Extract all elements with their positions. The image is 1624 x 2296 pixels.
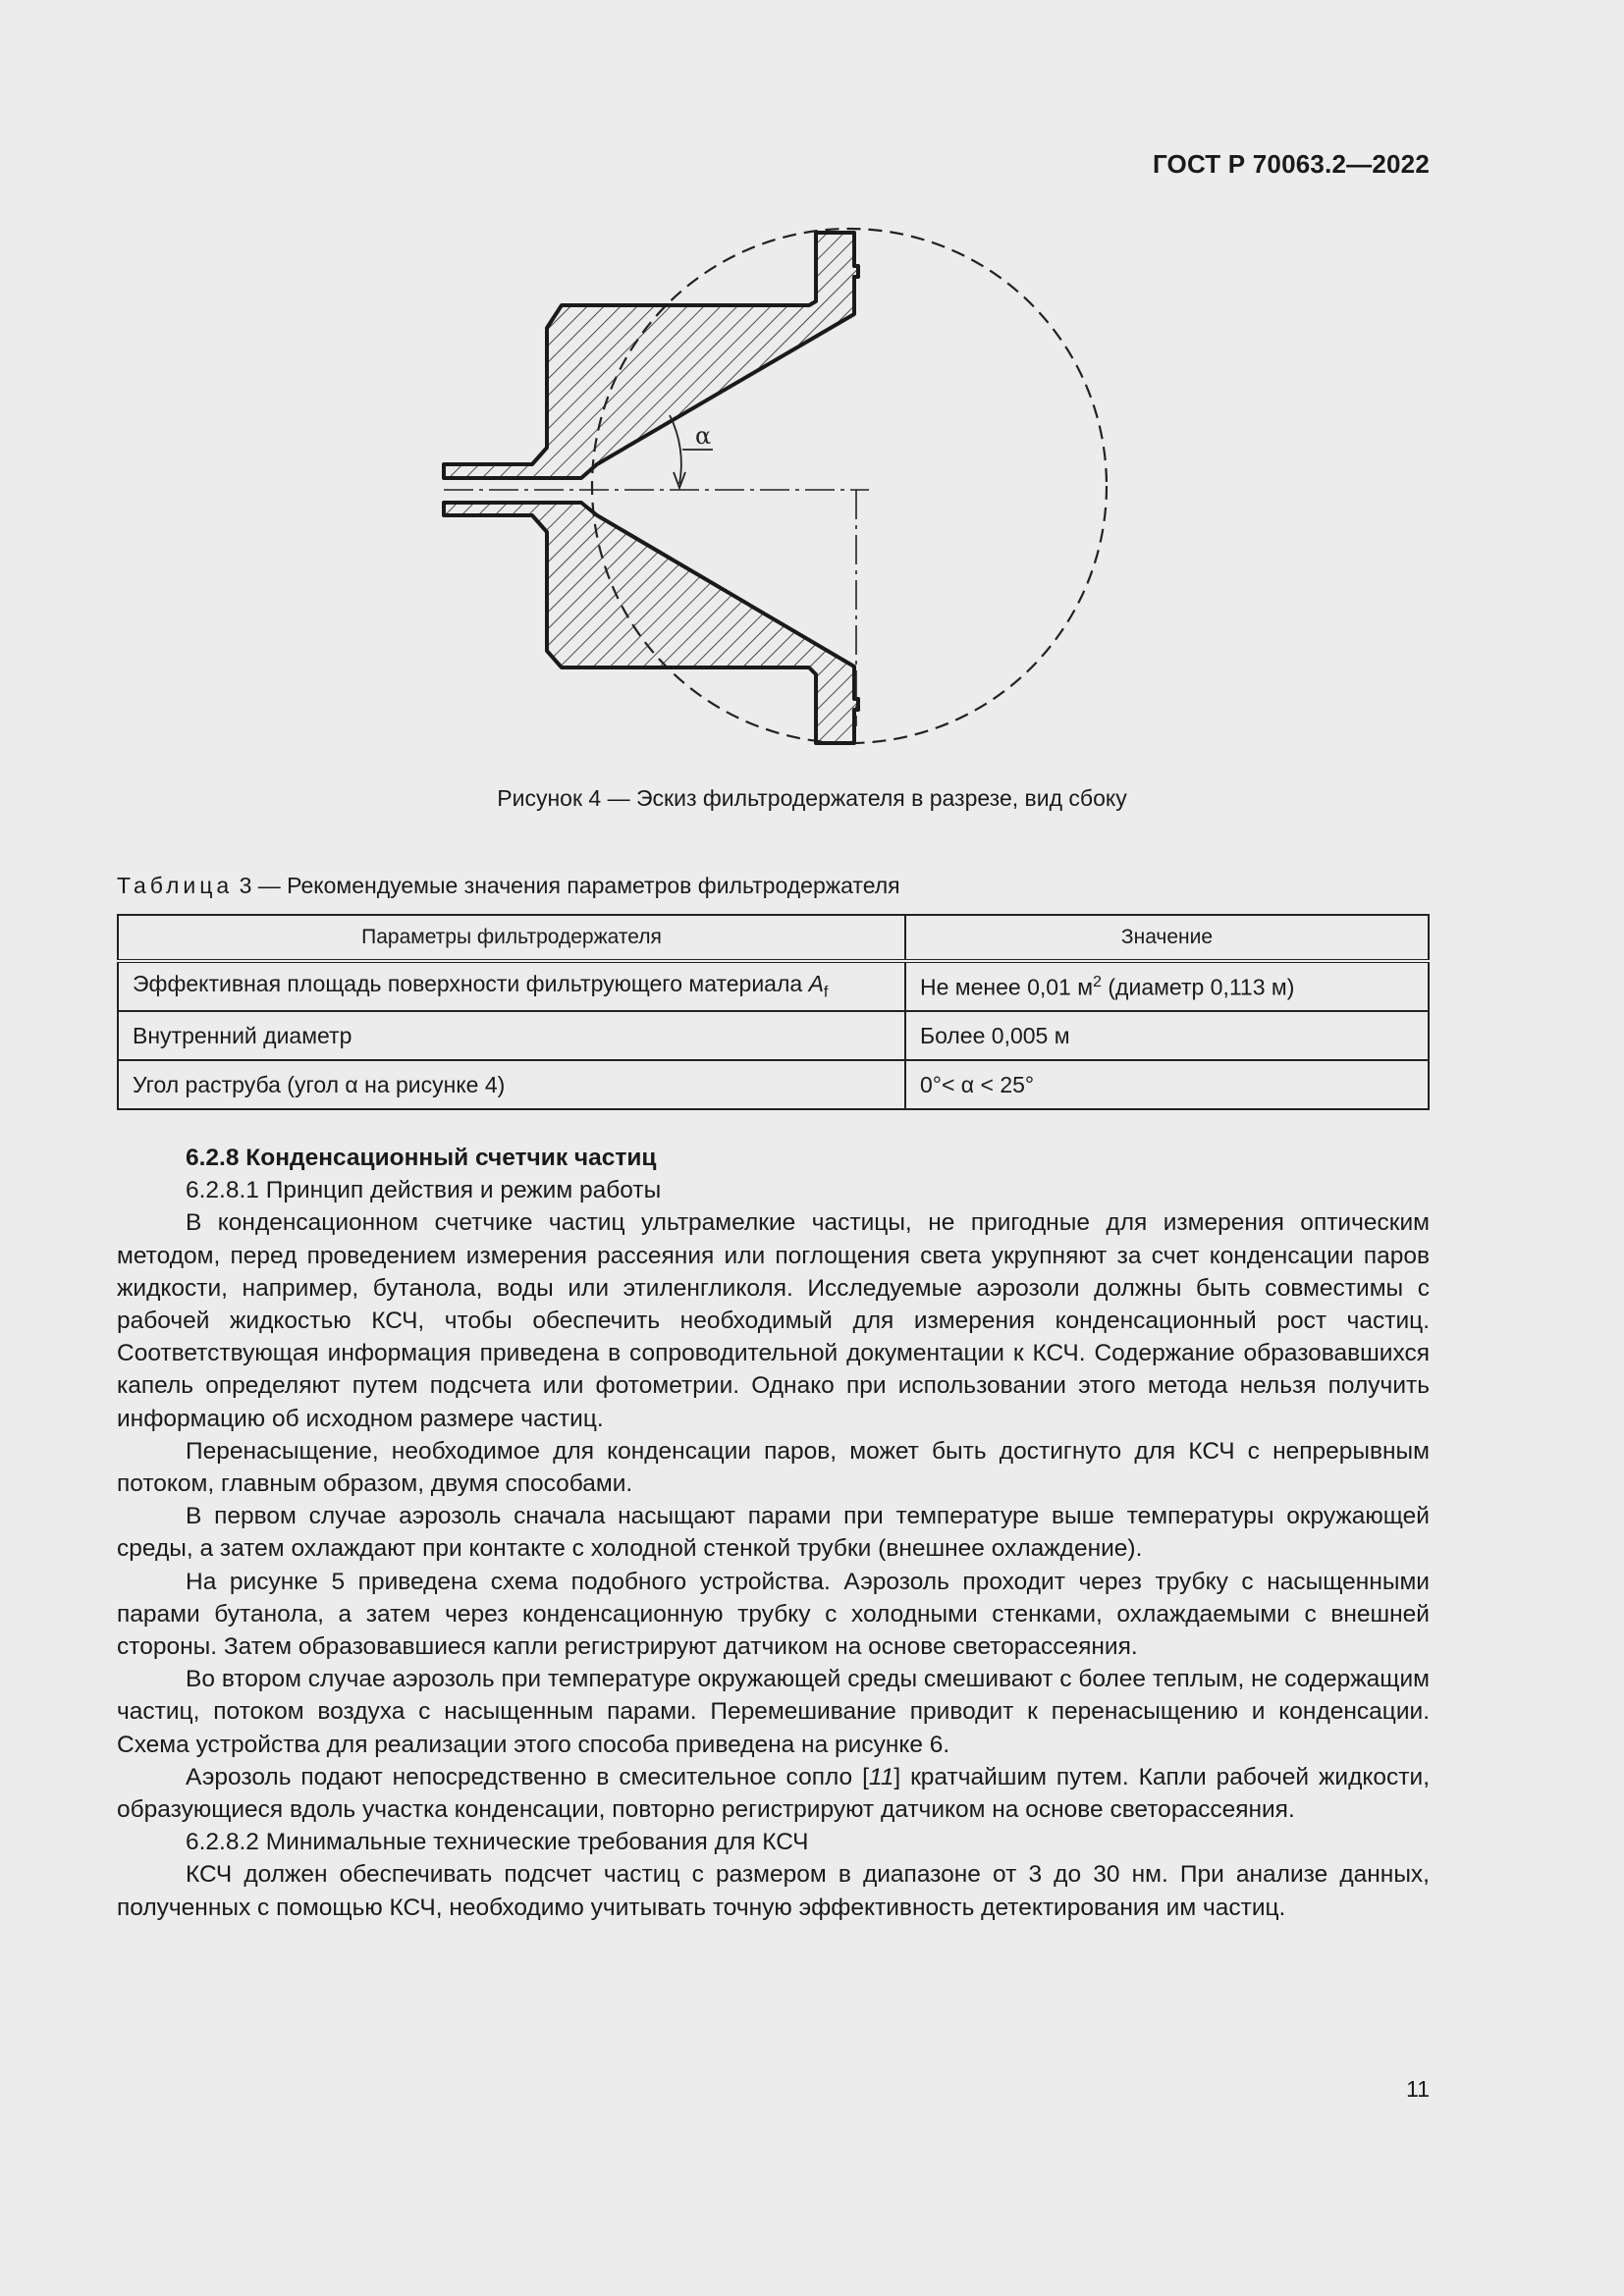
- body-text: [117, 1142, 1430, 1924]
- paragraph: В первом случае аэрозоль сначала насыщают парами при температуре выше температуры окружающей среды, а затем охлаждают при контакте с холодной стенкой трубки (внешнее охлаждение).: [117, 1503, 1430, 1563]
- column-header-value: Значение: [905, 915, 1429, 961]
- table-cell-value: Более 0,005 м: [905, 1011, 1429, 1060]
- angle-arc: [670, 415, 681, 484]
- paragraph: КСЧ должен обеспечивать подсчет частиц с размером в диапазоне от 3 до 30 нм. При анализе данных, полученных с помощью КСЧ, необходимо учитывать точную эффективность детектирования им частиц.: [117, 1861, 1430, 1921]
- filter-holder-drawing: [422, 221, 1129, 761]
- section-heading: 6.2.8 Конденсационный счетчик частиц: [186, 1145, 657, 1171]
- table-row: [118, 1060, 1429, 1109]
- paragraph: Перенасыщение, необходимое для конденсации паров, может быть достигнуто для КСЧ с непрерывным потоком, главным образом, двумя способами.: [117, 1437, 1430, 1498]
- subsection-title: 6.2.8.1 Принцип действия и режим работы: [186, 1177, 662, 1204]
- paragraph: Аэрозоль подают непосредственно в смесительное сопло [11] кратчайшим путем. Капли рабочей жидкости, образующиеся вдоль участка конденсации, повторно регистрируют датчиком на основе светорассеяния.: [117, 1763, 1430, 1824]
- table-row: [118, 961, 1429, 1011]
- parameters-table: [117, 914, 1430, 1110]
- holder-lower-section: [444, 503, 858, 743]
- holder-upper-section: [444, 233, 858, 478]
- angle-label: α: [695, 422, 712, 450]
- page-number: 11: [1406, 2076, 1430, 2102]
- table-caption-label: Таблица: [117, 873, 234, 898]
- table-caption: [117, 873, 900, 899]
- paragraph: Во втором случае аэрозоль при температуре окружающей среды смешивают с более теплым, не содержащим частиц, потоком воздуха с насыщенным парами. Перемешивание приводит к перенасыщению и конденсации. Схема устройства для реализации этого способа приведена на рисунке 6.: [117, 1666, 1430, 1758]
- reference-number: 11: [868, 1763, 894, 1790]
- table-cell-parameter: Внутренний диаметр: [118, 1011, 905, 1060]
- table-cell-parameter: Эффективная площадь поверхности фильтрующего материала $A_f$: [118, 961, 905, 1011]
- figure-caption: Рисунок 4 — Эскиз фильтродержателя в разрезе, вид сбоку: [497, 785, 1127, 811]
- subsection-title: 6.2.8.2 Минимальные технические требования для КСЧ: [186, 1829, 809, 1856]
- paragraph: В конденсационном счетчике частиц ультрамелкие частицы, не пригодные для измерения оптическим методом, перед проведением измерения рассеяния или поглощения света укрупняют за счет конденсации паров жидкости, например, бутанола, воды или этиленгликоля. Исследуемые аэрозоли должны быть совместимы с рабочей жидкостью КСЧ, чтобы обеспечить необходимый для измерения конденсационный рост частиц. Соответствующая информация приведена в сопроводительной документации к КСЧ. Содержание образовавшихся капель определяют путем подсчета или фотометрии. Однако при использовании этого метода нельзя получить информацию об исходном размере частиц.: [117, 1209, 1430, 1432]
- table-cell-parameter: Угол раструба (угол α на рисунке 4): [118, 1060, 905, 1109]
- document-code: ГОСТ Р 70063.2—2022: [1152, 149, 1430, 179]
- paragraph: На рисунке 5 приведена схема подобного устройства. Аэрозоль проходит через трубку с насыщенными парами бутанола, а затем через конденсационную трубку с холодными стенками, охлаждаемыми с внешней стороны. Затем образовавшиеся капли регистрируют датчиком на основе светорассеяния.: [117, 1568, 1430, 1661]
- column-header-parameter: Параметры фильтродержателя: [118, 915, 905, 961]
- filter-holder-figure: [422, 221, 1129, 761]
- table-row: [118, 1011, 1429, 1060]
- table-cell-value: Не менее 0,01 $м^2$ (диаметр 0,113 м): [905, 961, 1429, 1011]
- table-caption-text: 3 — Рекомендуемые значения параметров фильтродержателя: [233, 873, 900, 898]
- table-header-row: [118, 915, 1429, 961]
- table-cell-value: 0°< α < 25°: [905, 1060, 1429, 1109]
